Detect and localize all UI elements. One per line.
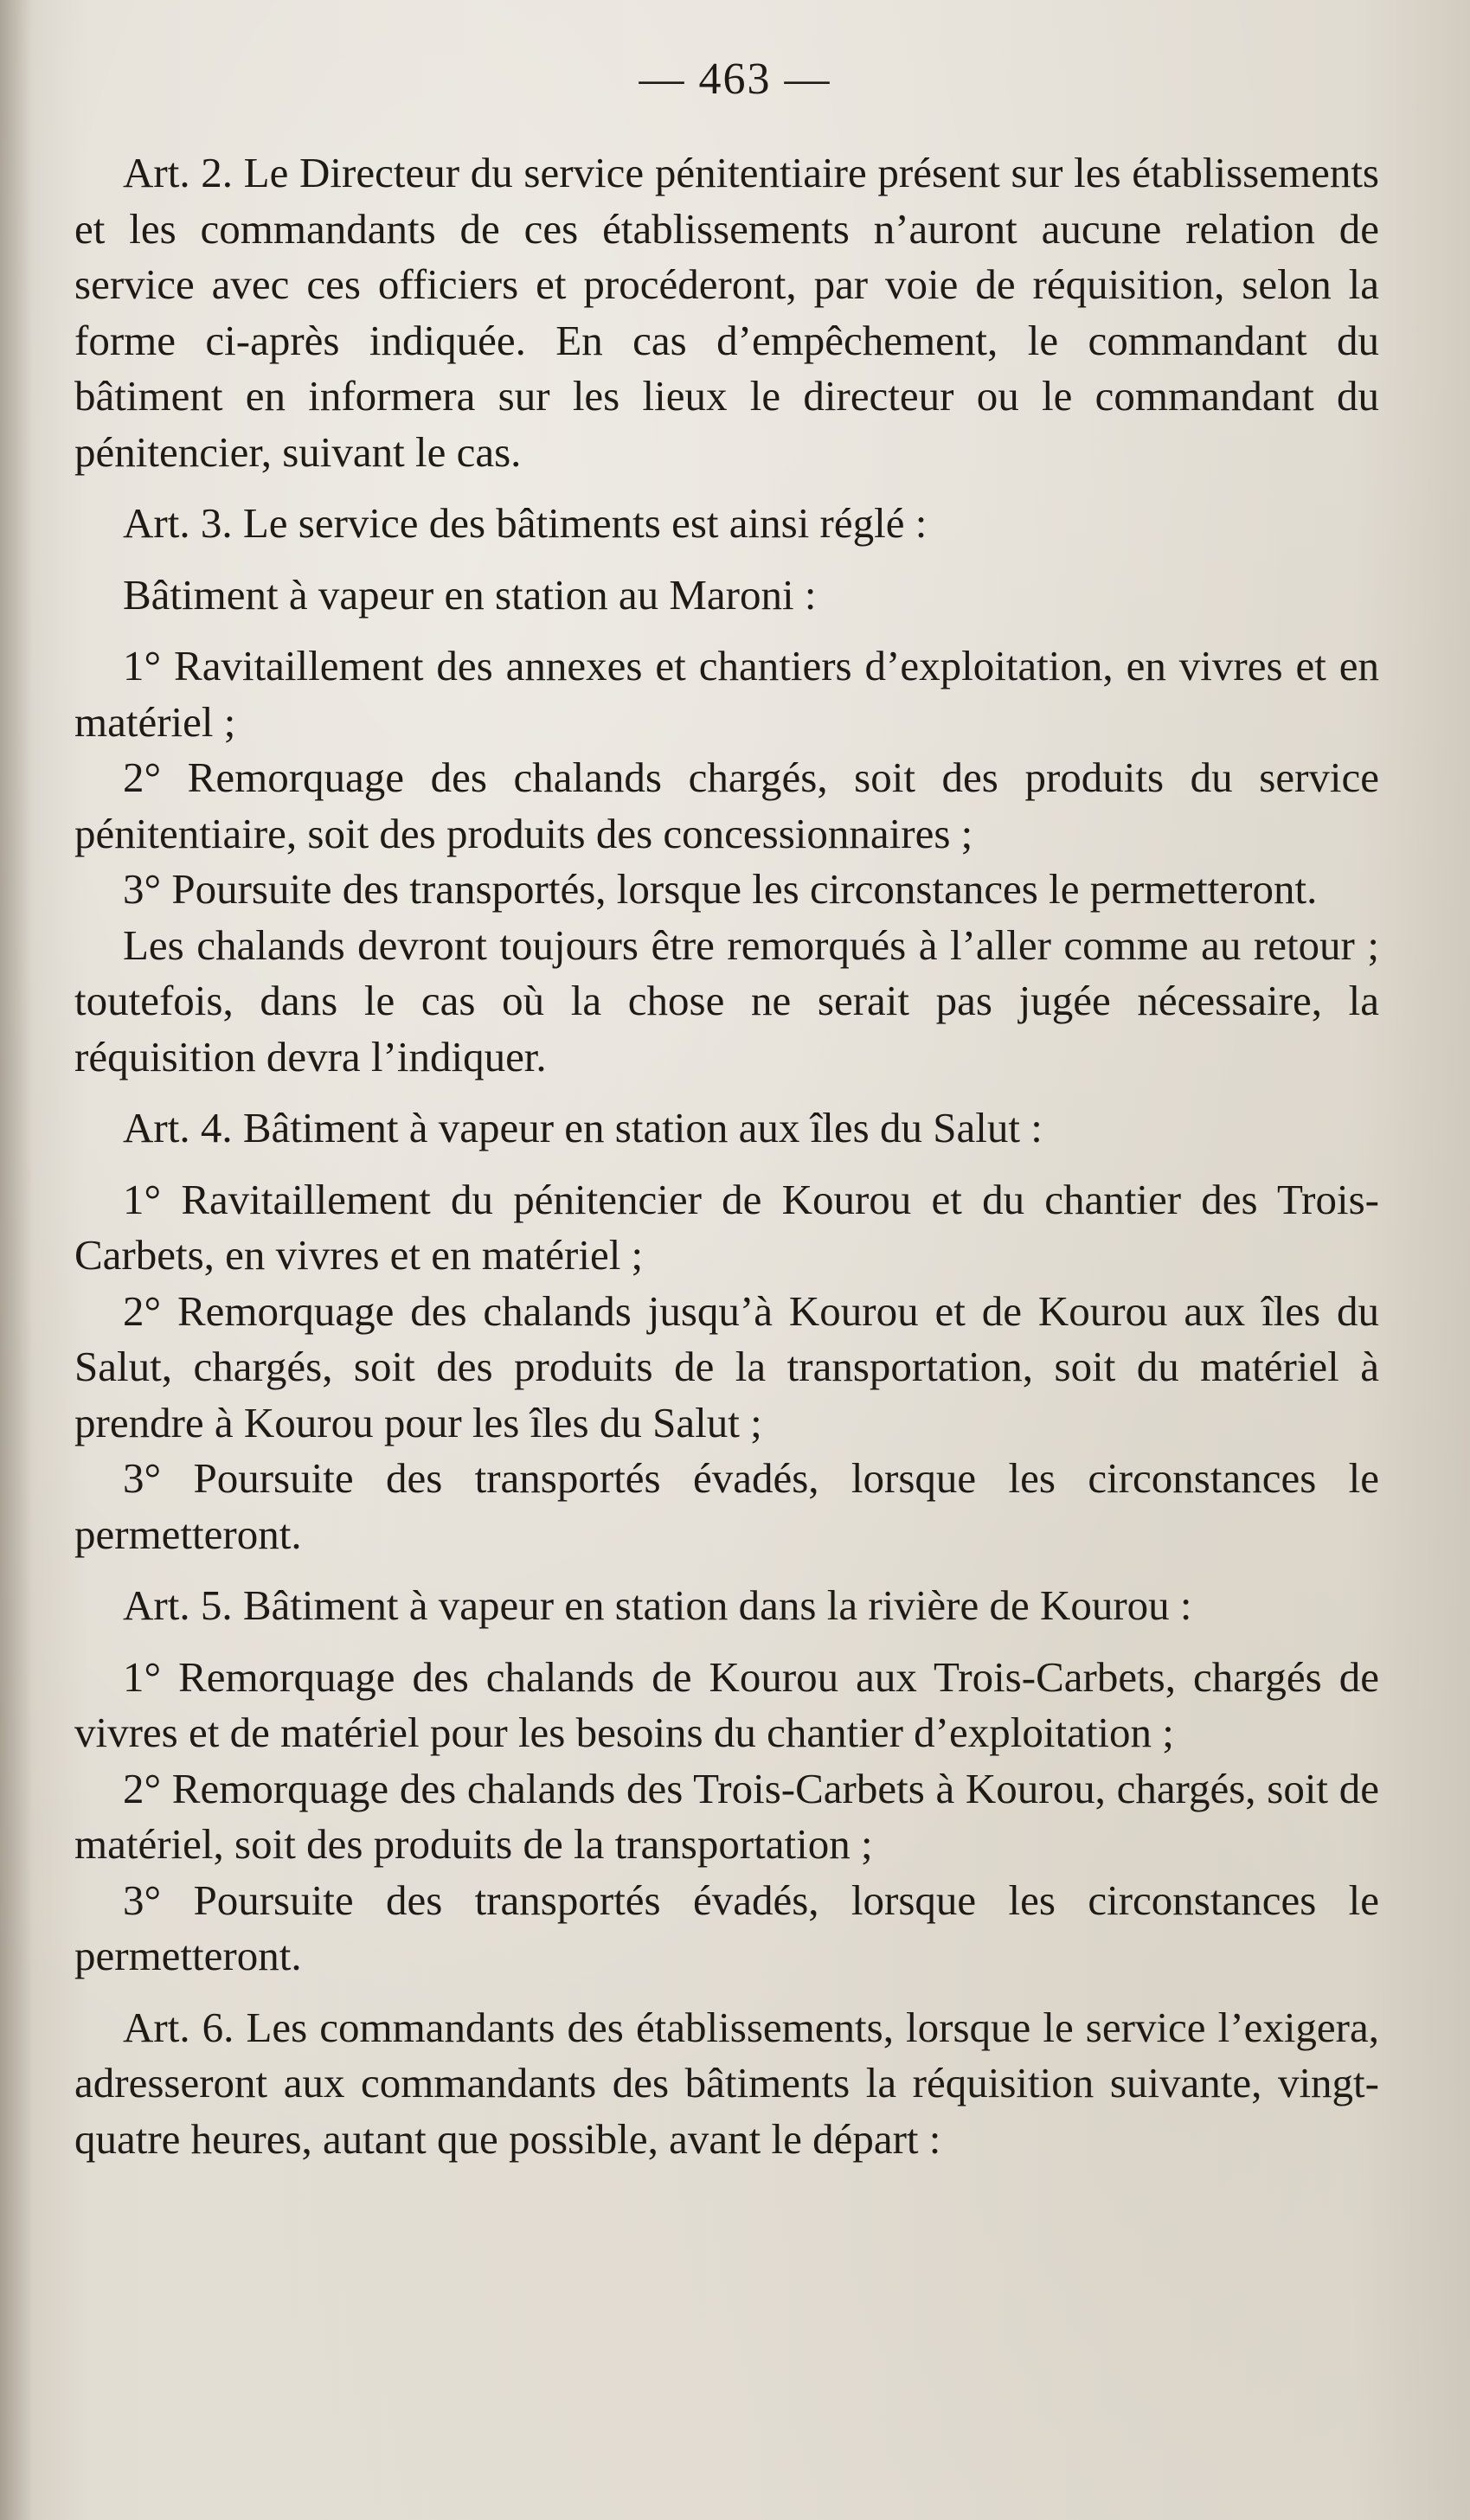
body-text xyxy=(74,145,1379,2167)
binding-shadow xyxy=(0,0,33,2520)
paragraph-art-4: Art. 4. Bâtiment à vapeur en station aux îles du Salut : xyxy=(123,1104,1043,1151)
list-item-kourou-1: 1° Remorquage des chalands de Kourou aux Trois-Carbets, chargés de vivres et de matériel pour les besoins du chantier d’exploitation ; xyxy=(74,1652,1379,1756)
list-item-maroni-2: 2° Remorquage des chalands chargés, soit des produits du service pénitentiaire, soit des produits des concessionnaires ; xyxy=(74,753,1379,857)
list-item-salut-2: 2° Remorquage des chalands jusqu’à Kourou et de Kourou aux îles du Salut, chargés, soit des produits de la transportation, soit du matériel à prendre à Kourou pour les îles du Salut ; xyxy=(74,1286,1379,1446)
heading-maroni: Bâtiment à vapeur en station au Maroni : xyxy=(123,570,817,619)
page-number: — 463 — xyxy=(639,55,831,104)
paragraph-art-3: Art. 3. Le service des bâtiments est ainsi réglé : xyxy=(123,499,928,547)
paragraph-art-5: Art. 5. Bâtiment à vapeur en station dans la rivière de Kourou : xyxy=(123,1581,1192,1629)
list-item-kourou-2: 2° Remorquage des chalands des Trois-Carbets à Kourou, chargés, soit de matériel, soit des produits de la transportation ; xyxy=(74,1764,1379,1868)
paragraph-chalands: Les chalands devront toujours être remorqués à l’aller comme au retour ; toutefois, dans le cas où la chose ne serait pas jugée nécessaire, la réquisition devra l’indiquer. xyxy=(74,920,1379,1080)
list-item-maroni-3: 3° Poursuite des transportés, lorsque les circonstances le permetteront. xyxy=(123,865,1318,913)
list-item-kourou-3: 3° Poursuite des transportés évadés, lorsque les circonstances le permetteront. xyxy=(74,1876,1379,1979)
paragraph-art-2: Art. 2. Le Directeur du service pénitentiaire présent sur les établissements et les commandants de ces établissements n’auront aucune relation de service avec ces officiers et procéderont, par voie de réquisition, selon la forme ci-après indiquée. En cas d’empêchement, le commandant du bâtiment en informera sur les lieux le directeur ou le commandant du pénitencier, suivant le cas. xyxy=(74,149,1379,476)
list-item-maroni-1: 1° Ravitaillement des annexes et chantiers d’exploitation, en vivres et en matériel ; xyxy=(74,642,1379,746)
paragraph-art-6: Art. 6. Les commandants des établissements, lorsque le service l’exigera, adresseront aux commandants des bâtiments la réquisition suivante, vingt-quatre heures, autant que possible, avant le départ : xyxy=(74,2003,1379,2163)
list-item-salut-3: 3° Poursuite des transportés évadés, lorsque les circonstances le permetteront. xyxy=(74,1454,1379,1558)
list-item-salut-1: 1° Ravitaillement du pénitencier de Kourou et du chantier des Trois-Carbets, en vivres et en matériel ; xyxy=(74,1175,1379,1279)
